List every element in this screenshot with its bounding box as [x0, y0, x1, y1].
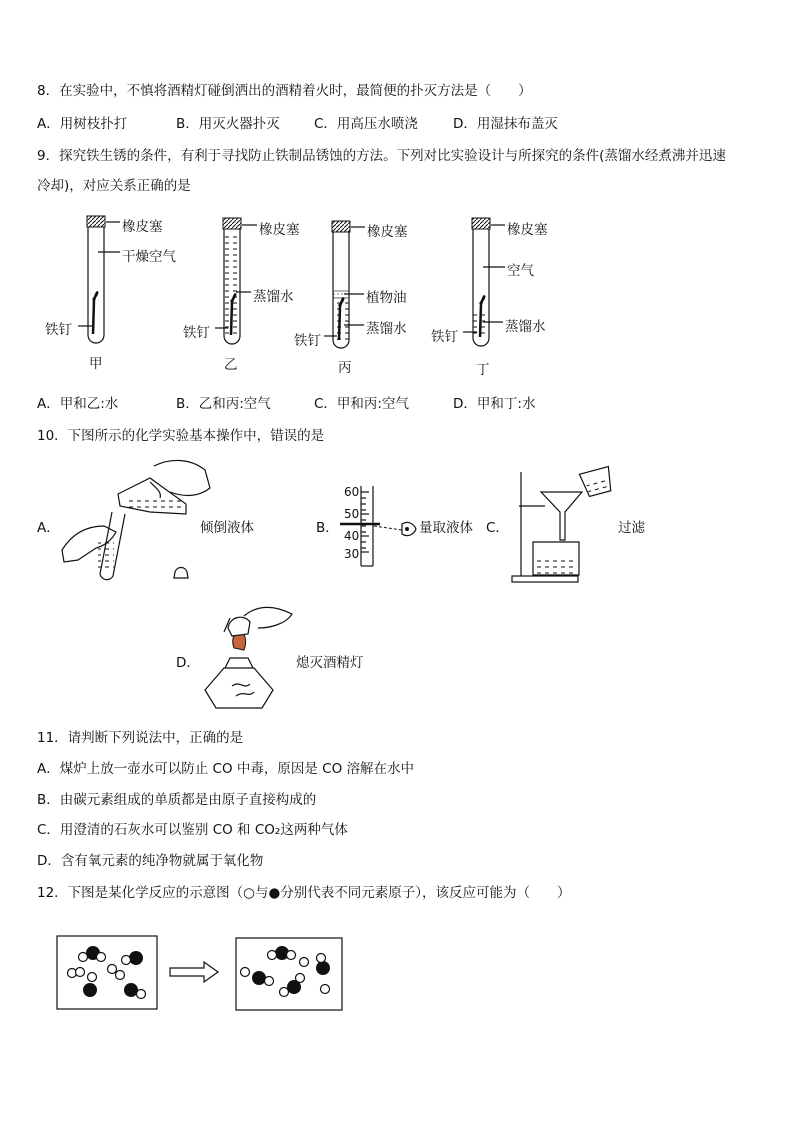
- q10-option-c-letter[interactable]: C．: [486, 520, 509, 536]
- q8-option-c[interactable]: C．用高压水喷浇: [314, 116, 418, 132]
- q10-option-d-label: 熄灭酒精灯: [296, 655, 364, 671]
- reactant-molecules: [68, 946, 146, 999]
- ding-water-label: 蒸馏水: [505, 319, 546, 335]
- cylinder-tick-40: 40: [344, 529, 360, 543]
- cylinder-tick-50: 50: [344, 507, 360, 521]
- q11-option-d[interactable]: D．含有氧元素的纯净物就属于氧化物: [37, 853, 264, 869]
- q9-option-b[interactable]: B．乙和丙:空气: [176, 396, 271, 412]
- q8-option-d[interactable]: D．用湿抹布盖灭: [453, 116, 558, 132]
- ding-air-label: 空气: [507, 263, 534, 279]
- yi-water-label: 蒸馏水: [253, 289, 294, 305]
- yi-nail-label: 铁钉: [183, 325, 210, 341]
- jia-stopper-label: 橡皮塞: [122, 219, 163, 235]
- q12-stem: 12．下图是某化学反应的示意图（○与●分别代表不同元素原子），该反应可能为（ ）: [37, 885, 571, 901]
- product-molecules: [241, 946, 331, 997]
- bing-name: 丙: [338, 360, 352, 376]
- ding-name: 丁: [476, 362, 490, 378]
- jia-dry-air-label: 干燥空气: [122, 249, 176, 265]
- q8-stem: 8．在实验中，不慎将酒精灯碰倒洒出的酒精着火时，最简便的扑灭方法是（ ）: [37, 83, 532, 99]
- cylinder-tick-30: 30: [344, 547, 360, 561]
- q10-stem: 10．下图所示的化学实验基本操作中，错误的是: [37, 428, 325, 444]
- q8-option-a[interactable]: A．用树枝扑打: [37, 116, 128, 132]
- q11-option-c[interactable]: C．用澄清的石灰水可以鉴别 CO 和 CO₂这两种气体: [37, 822, 348, 838]
- ding-stopper-label: 橡皮塞: [507, 222, 548, 238]
- yi-stopper-label: 橡皮塞: [259, 222, 300, 238]
- bing-oil-label: 植物油: [366, 290, 407, 306]
- q11-option-b[interactable]: B．由碳元素组成的单质都是由原子直接构成的: [37, 792, 317, 808]
- q9-option-d[interactable]: D．甲和丁:水: [453, 396, 536, 412]
- q10-option-a-letter[interactable]: A．: [37, 520, 60, 536]
- reaction-arrow: [170, 962, 218, 982]
- q11-stem: 11．请判断下列说法中，正确的是: [37, 730, 244, 746]
- jia-name: 甲: [89, 356, 103, 372]
- q9-option-c[interactable]: C．甲和丙:空气: [314, 396, 409, 412]
- q9-stem-line2: 冷却)，对应关系正确的是: [37, 178, 191, 194]
- q9-stem-line1: 9．探究铁生锈的条件，有利于寻找防止铁制品锈蚀的方法。下列对比实验设计与所探究的条件(蒸馏水经煮沸并迅速: [37, 148, 726, 164]
- q8-option-b[interactable]: B．用灭火器扑灭: [176, 116, 280, 132]
- q9-option-a[interactable]: A．甲和乙:水: [37, 396, 119, 412]
- yi-name: 乙: [224, 357, 238, 373]
- q10-option-c-label: 过滤: [618, 520, 645, 536]
- q10-option-d-letter[interactable]: D．: [176, 655, 200, 671]
- q10-option-b-label: 量取液体: [419, 520, 473, 536]
- bing-water-label: 蒸馏水: [366, 321, 407, 337]
- q11-option-a[interactable]: A．煤炉上放一壶水可以防止 CO 中毒，原因是 CO 溶解在水中: [37, 761, 415, 777]
- bing-stopper-label: 橡皮塞: [367, 224, 408, 240]
- q10-option-b-letter[interactable]: B．: [316, 520, 339, 536]
- jia-nail-label: 铁钉: [45, 322, 72, 338]
- q10-option-a-label: 倾倒液体: [200, 520, 254, 536]
- bing-nail-label: 铁钉: [294, 333, 321, 349]
- cylinder-tick-60: 60: [344, 485, 360, 499]
- ding-nail-label: 铁钉: [431, 329, 458, 345]
